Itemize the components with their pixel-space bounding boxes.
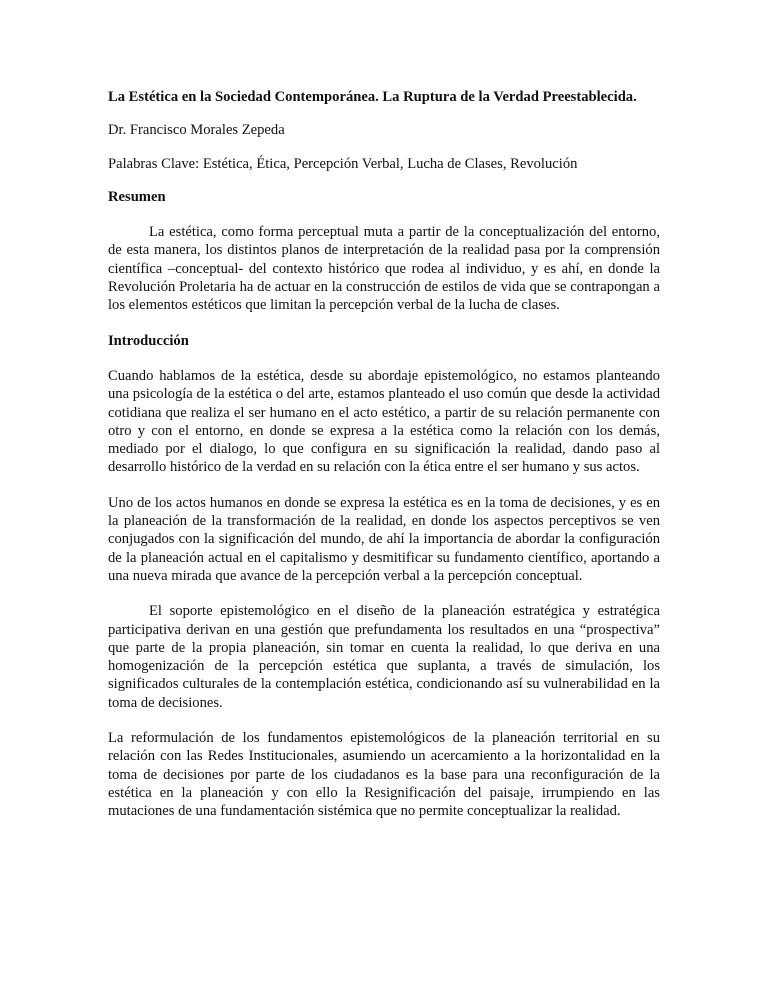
- keywords-line: Palabras Clave: Estética, Ética, Percepción Verbal, Lucha de Clases, Revolución: [108, 155, 578, 172]
- body-paragraph-4: La reformulación de los fundamentos epistemológicos de la planeación territorial en su relación con las Redes Institucionales, asumiendo un acercamiento a la horizontalidad en la toma de decisiones por parte de los ciudadanos es la base para una reconfiguración de la estética en la planeación y con ello la Resignificación del paisaje, irrumpiendo en las mutaciones de una fundamentación sistémica que no permite conceptualizar la realidad.: [108, 730, 660, 820]
- document-page: [108, 88, 660, 838]
- body-paragraph-1: Cuando hablamos de la estética, desde su abordaje epistemológico, no estamos planteando una psicología de la estética o del arte, estamos planteado el uso común que desde la actividad cotidiana que realiza el ser humano en el acto estético, a partir de su relación permanente con otro y con el entorno, en donde se expresa a la estética como la relación con los demás, mediado por el dialogo, lo que configura en su significación la realidad, dando paso al desarrollo histórico de la verdad en su relación con la ética entre el ser humano y sus actos.: [108, 367, 660, 476]
- intro-heading: Introducción: [108, 332, 189, 349]
- document-title: La Estética en la Sociedad Contemporánea. La Ruptura de la Verdad Preestablecida.: [108, 89, 637, 105]
- body-paragraph-3: El soporte epistemológico en el diseño de la planeación estratégica y estratégica participativa derivan en una gestión que prefundamenta los resultados en una “prospectiva” que parte de la propia planeación, sin tomar en cuenta la realidad, lo que deriva en una homogenización de la percepción estética que suplanta, a través de simulación, los significados culturales de la contemplación estética, condicionando así su vulnerabilidad en la toma de decisiones.: [108, 603, 660, 711]
- abstract-heading: Resumen: [108, 188, 166, 205]
- body-paragraph-2: Uno de los actos humanos en donde se expresa la estética es en la toma de decisiones, y es en la planeación de la transformación de la realidad, en donde los aspectos perceptivos se ven conjugados con la significación del mundo, de ahí la importancia de abordar la configuración de la planeación actual en el capitalismo y desmitificar su fundamento científico, aportando a una nueva mirada que avance de la percepción verbal a la percepción conceptual.: [108, 494, 660, 584]
- abstract-paragraph: La estética, como forma perceptual muta a partir de la conceptualización del entorno, de esta manera, los distintos planos de interpretación de la realidad pasa por la comprensión científica –conceptual- del contexto histórico que rodea al individuo, y es ahí, en donde la Revolución Proletaria ha de actuar en la construcción de estilos de vida que se contrapongan a los elementos estéticos que limitan la percepción verbal de la lucha de clases.: [108, 224, 660, 314]
- author-line: Dr. Francisco Morales Zepeda: [108, 122, 285, 139]
